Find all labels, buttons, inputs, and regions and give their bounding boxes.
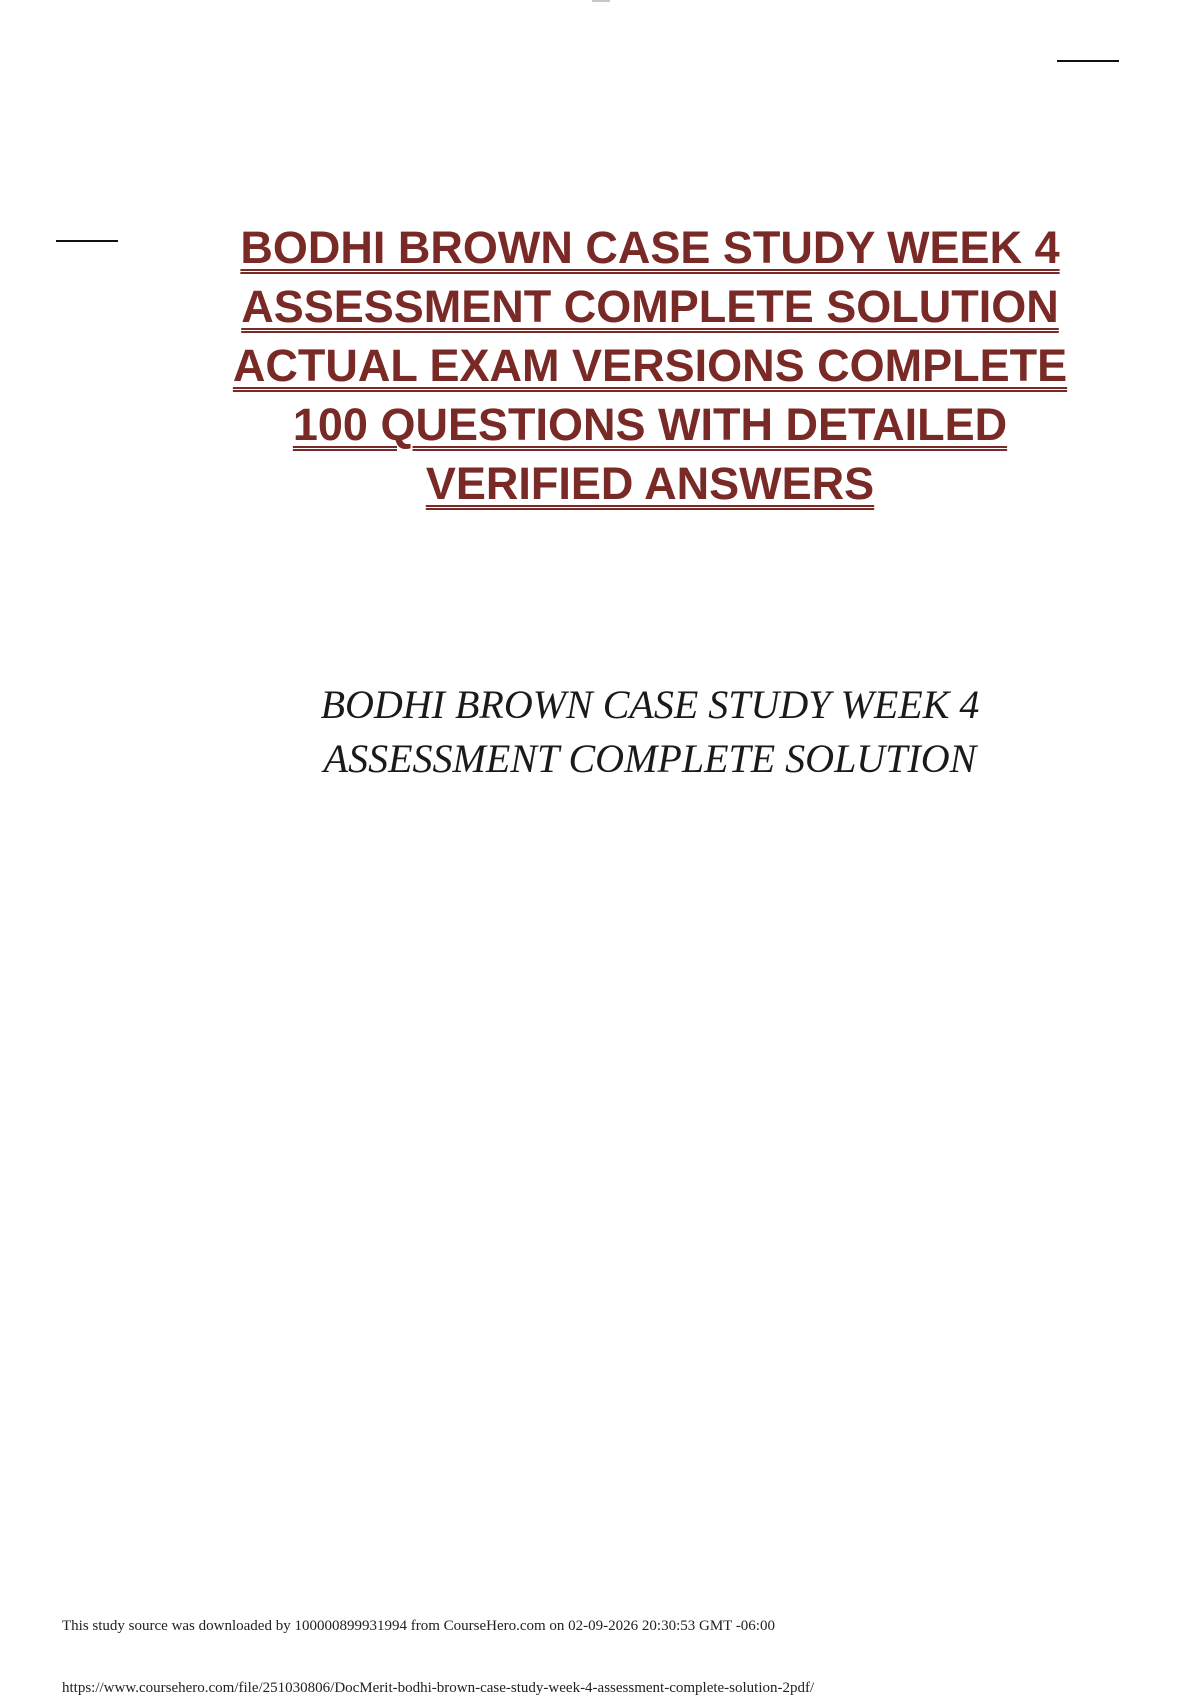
document-title: [180, 218, 1120, 513]
left-rule: [56, 240, 118, 242]
top-edge-mark: [592, 0, 610, 2]
subtitle-line-1: BODHI BROWN CASE STUDY WEEK 4: [320, 682, 980, 727]
title-line-2: ASSESSMENT COMPLETE SOLUTION: [241, 281, 1059, 332]
subtitle-line-2: ASSESSMENT COMPLETE SOLUTION: [323, 736, 977, 781]
title-line-3: ACTUAL EXAM VERSIONS COMPLETE: [232, 340, 1068, 391]
title-line-5: VERIFIED ANSWERS: [425, 458, 875, 509]
source-url[interactable]: https://www.coursehero.com/file/251030806/DocMerit-bodhi-brown-case-study-week-4-assessment-complete-solution-2pdf/: [62, 1680, 815, 1696]
title-line-4: 100 QUESTIONS WITH DETAILED: [292, 399, 1008, 450]
document-subtitle: [180, 678, 1120, 786]
download-source-note: This study source was downloaded by 100000899931994 from CourseHero.com on 02-09-2026 20:30:53 GMT -06:00: [62, 1618, 775, 1634]
top-right-rule: [1057, 60, 1119, 62]
title-line-1: BODHI BROWN CASE STUDY WEEK 4: [240, 222, 1060, 273]
